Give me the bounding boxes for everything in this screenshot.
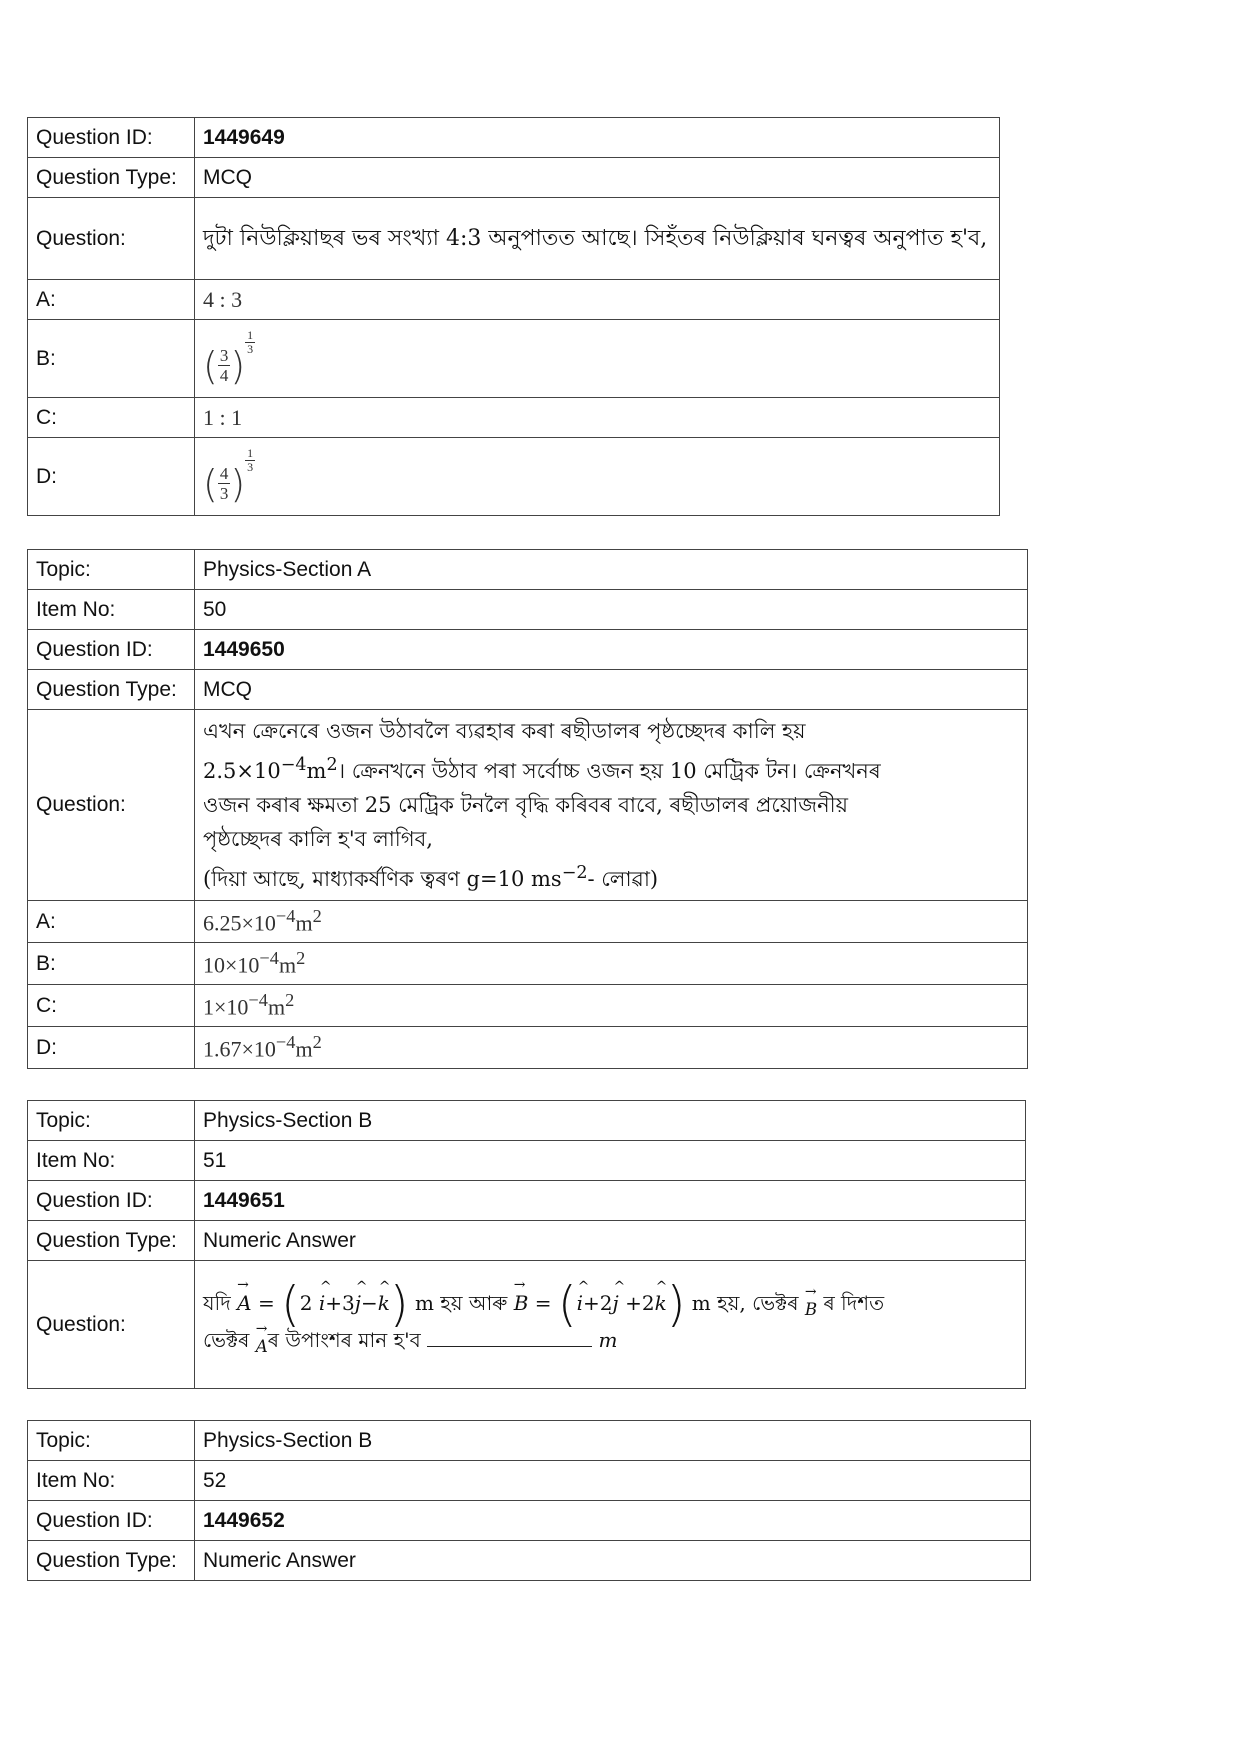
option-d-value: $1.67\times 10^{-4}m^2$ [195,1027,1028,1069]
option-b-label: B: [28,320,195,398]
question-label: Question: [28,1261,195,1389]
topic-value: Physics-Section B [195,1101,1026,1141]
question-label: Question: [28,198,195,280]
question-type-label: Question Type: [28,1541,195,1581]
item-no-value: 50 [195,590,1028,630]
question-id-value: 1449649 [195,118,1000,158]
question-type-label: Question Type: [28,1221,195,1261]
question-type-value: MCQ [195,158,1000,198]
option-c-value: 1 : 1 [195,398,1000,438]
topic-value: Physics-Section A [195,550,1028,590]
question-type-label: Question Type: [28,670,195,710]
item-no-label: Item No: [28,590,195,630]
question-id-label: Question ID: [28,118,195,158]
question-id-value: 1449652 [195,1501,1031,1541]
answer-blank [427,1346,592,1347]
item-no-value: 52 [195,1461,1031,1501]
option-d-value: ( $\frac{4}{3}$ ) $\frac{1}{3}$ [195,438,1000,516]
topic-value: Physics-Section B [195,1421,1031,1461]
question-table-1449651 [27,1100,1026,1389]
option-d-label: D: [28,438,195,516]
option-a-value: 4 : 3 [195,280,1000,320]
question-id-label: Question ID: [28,1501,195,1541]
option-a-label: A: [28,280,195,320]
item-no-value: 51 [195,1141,1026,1181]
question-text: এখন ক্ৰেনেৰে ওজন উঠাবলৈ ব্যৱহাৰ কৰা ৰছীডালৰ পৃষ্ঠচ্ছেদৰ কালি হয় $2.5\times 10^{-4}m^2।$ ক্ৰেনখনে উঠাব পৰা সৰ্বোচ্চ ওজন হয় 10 মেট্ৰিক টন। ক্ৰেনখনৰ ওজন কৰাৰ ক্ষমতা 25 মেট্ৰিক টনলৈ বৃদ্ধি কৰিবৰ বাবে, ৰছীডালৰ প্ৰয়োজনীয় পৃষ্ঠচ্ছেদৰ কালি হ'ব লাগিব, (দিয়া আছে, মাধ্যাকৰ্ষণিক ত্বৰণ g=10 $ms^{-2}-$ লোৱা) [195,710,1028,901]
option-c-value: $1\times 10^{-4}m^2$ [195,985,1028,1027]
question-id-label: Question ID: [28,630,195,670]
question-label: Question: [28,710,195,901]
option-a-label: A: [28,901,195,943]
question-table-1449652 [27,1420,1031,1581]
item-no-label: Item No: [28,1461,195,1501]
option-b-value: ( $\frac{3}{4}$ ) $\frac{1}{3}$ [195,320,1000,398]
question-type-value: MCQ [195,670,1028,710]
option-c-label: C: [28,398,195,438]
option-b-value: $10\times 10^{-4}m^2$ [195,943,1028,985]
question-id-value: 1449651 [195,1181,1026,1221]
option-a-value: $6.25\times 10^{-4}m^2$ [195,901,1028,943]
question-id-label: Question ID: [28,1181,195,1221]
question-type-value: Numeric Answer [195,1541,1031,1581]
item-no-label: Item No: [28,1141,195,1181]
option-b-label: B: [28,943,195,985]
question-id-value: 1449650 [195,630,1028,670]
question-table-1449649 [27,117,1000,516]
question-type-value: Numeric Answer [195,1221,1026,1261]
option-c-label: C: [28,985,195,1027]
topic-label: Topic: [28,550,195,590]
option-d-label: D: [28,1027,195,1069]
question-table-1449650 [27,549,1028,1069]
question-text: দুটা নিউক্লিয়াছৰ ভৰ সংখ্যা 4:3 অনুপাতত আছে। সিহঁতৰ নিউক্লিয়াৰ ঘনত্বৰ অনুপাত হ'ব, [195,198,1000,280]
question-text: যদি → A = (2 ^ i+3^ j−^ k) m হয় আৰু → B = (^ i+2^ j +2^ k) m হয়, ভেক্টৰ → $_B$ ৰ দিশত ভেক্টৰ → $_A$ৰ উপাংশৰ মান হ'ব m [195,1261,1026,1389]
question-type-label: Question Type: [28,158,195,198]
topic-label: Topic: [28,1421,195,1461]
topic-label: Topic: [28,1101,195,1141]
